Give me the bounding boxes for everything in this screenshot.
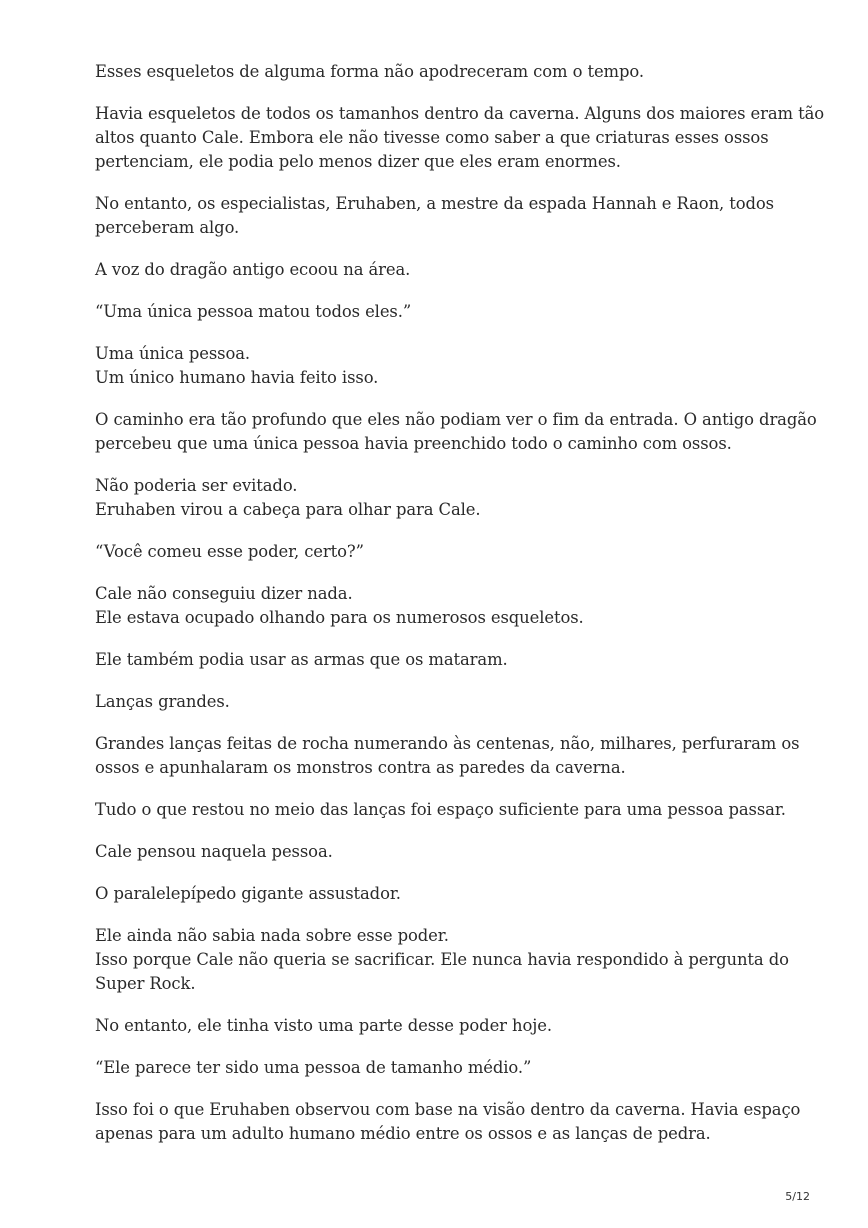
paragraph <box>95 258 785 282</box>
text-line: Cale pensou naquela pessoa. <box>95 842 333 861</box>
text-line: “Uma única pessoa matou todos eles.” <box>95 302 412 321</box>
text-line: A voz do dragão antigo ecoou na área. <box>95 260 411 279</box>
text-line: pertenciam, ele podia pelo menos dizer que eles eram enormes. <box>95 152 621 171</box>
page-number: 5/12 <box>785 1190 810 1203</box>
paragraph <box>95 540 785 564</box>
text-line: Lanças grandes. <box>95 692 230 711</box>
paragraph <box>95 60 785 84</box>
text-line: “Ele parece ter sido uma pessoa de tamanho médio.” <box>95 1058 532 1077</box>
text-line: altos quanto Cale. Embora ele não tivesse como saber a que criaturas esses ossos <box>95 128 769 147</box>
text-line: Ele estava ocupado olhando para os numerosos esqueletos. <box>95 608 584 627</box>
text-line: Ele ainda não sabia nada sobre esse poder. <box>95 926 449 945</box>
text-line: No entanto, os especialistas, Eruhaben, a mestre da espada Hannah e Raon, todos <box>95 194 774 213</box>
paragraph <box>95 102 825 174</box>
text-line: No entanto, ele tinha visto uma parte desse poder hoje. <box>95 1016 552 1035</box>
paragraph <box>95 474 785 522</box>
text-line: ossos e apunhalaram os monstros contra as paredes da caverna. <box>95 758 626 777</box>
text-line: “Você comeu esse poder, certo?” <box>95 542 364 561</box>
text-line: Não poderia ser evitado. <box>95 476 298 495</box>
paragraph <box>95 924 789 996</box>
paragraph <box>95 342 785 390</box>
text-line: Eruhaben virou a cabeça para olhar para Cale. <box>95 500 481 519</box>
text-line: O paralelepípedo gigante assustador. <box>95 884 401 903</box>
paragraph <box>95 798 785 822</box>
paragraph <box>95 1098 801 1146</box>
paragraph <box>95 582 785 630</box>
text-line: Um único humano havia feito isso. <box>95 368 379 387</box>
document-body <box>95 60 825 1164</box>
paragraph <box>95 648 785 672</box>
paragraph <box>95 408 817 456</box>
text-line: percebeu que uma única pessoa havia preenchido todo o caminho com ossos. <box>95 434 732 453</box>
paragraph <box>95 1014 785 1038</box>
paragraph <box>95 732 800 780</box>
paragraph <box>95 840 785 864</box>
text-line: Isso porque Cale não queria se sacrificar. Ele nunca havia respondido à pergunta do <box>95 950 789 969</box>
text-line: Ele também podia usar as armas que os mataram. <box>95 650 508 669</box>
text-line: Havia esqueletos de todos os tamanhos dentro da caverna. Alguns dos maiores eram tão <box>95 104 825 123</box>
text-line: Esses esqueletos de alguma forma não apodreceram com o tempo. <box>95 62 644 81</box>
text-line: perceberam algo. <box>95 218 240 237</box>
paragraph <box>95 192 785 240</box>
paragraph <box>95 1056 785 1080</box>
text-line: Uma única pessoa. <box>95 344 251 363</box>
text-line: Cale não conseguiu dizer nada. <box>95 584 353 603</box>
text-line: Grandes lanças feitas de rocha numerando às centenas, não, milhares, perfuraram os <box>95 734 800 753</box>
text-line: Isso foi o que Eruhaben observou com base na visão dentro da caverna. Havia espaço <box>95 1100 801 1119</box>
text-line: Tudo o que restou no meio das lanças foi espaço suficiente para uma pessoa passar. <box>95 800 786 819</box>
paragraph <box>95 882 785 906</box>
paragraph <box>95 300 785 324</box>
text-line: O caminho era tão profundo que eles não podiam ver o fim da entrada. O antigo dragão <box>95 410 817 429</box>
paragraph <box>95 690 785 714</box>
text-line: Super Rock. <box>95 974 196 993</box>
text-line: apenas para um adulto humano médio entre os ossos e as lanças de pedra. <box>95 1124 711 1143</box>
